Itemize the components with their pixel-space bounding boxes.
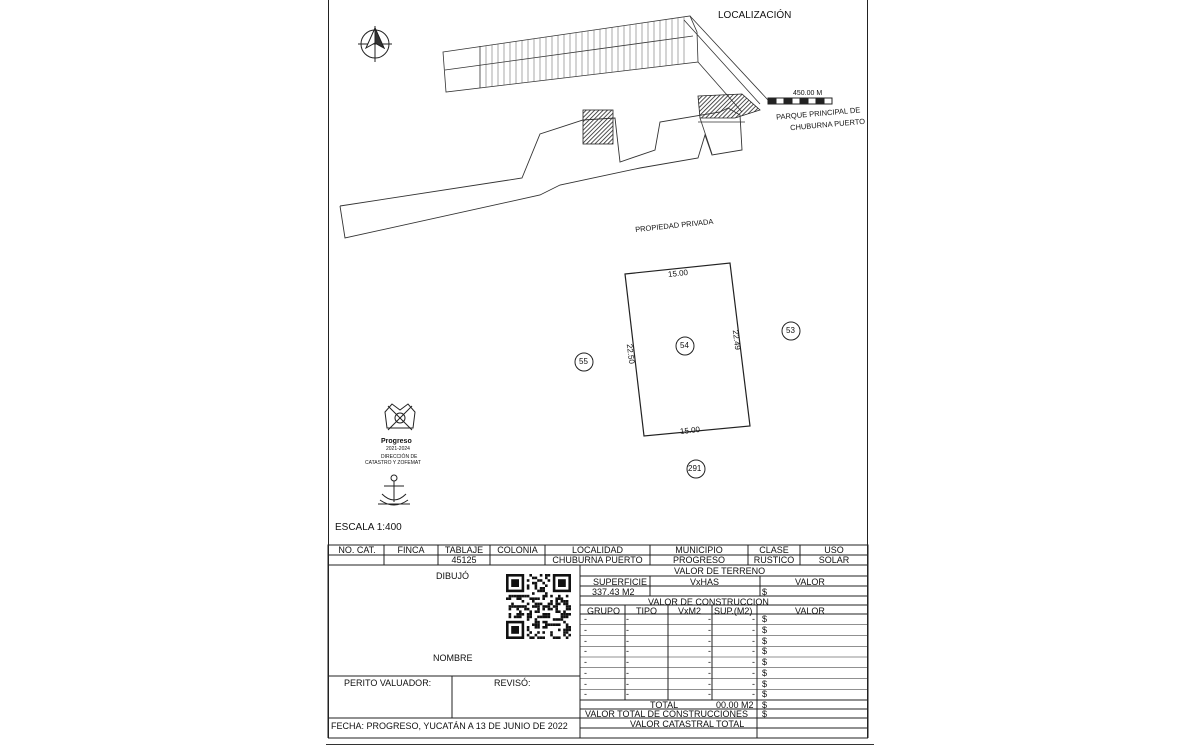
qr-module <box>555 623 558 626</box>
qr-module <box>527 603 530 606</box>
seal-years: 2021-2024 <box>386 446 410 452</box>
valor-total-construcciones-label: VALOR TOTAL DE CONSTRUCCIONES <box>585 709 749 719</box>
tipo-header: TIPO <box>636 606 658 616</box>
qr-module <box>561 597 564 600</box>
qr-module <box>542 605 545 608</box>
construction-cell: - <box>708 646 711 657</box>
qr-module <box>509 595 512 598</box>
qr-module <box>558 610 561 613</box>
qr-module <box>545 595 548 598</box>
qr-module <box>542 590 545 593</box>
park-label-line1: PARQUE PRINCIPAL DE <box>775 105 861 122</box>
qr-module <box>535 584 538 587</box>
lot-bottom-dimension: 15.00 <box>679 424 701 437</box>
qr-module <box>540 574 543 577</box>
construction-cell: - <box>626 624 629 635</box>
qr-module <box>566 595 569 598</box>
qr-module <box>535 626 538 629</box>
construction-cell: - <box>626 635 629 646</box>
qr-module <box>535 587 538 590</box>
construction-cell: - <box>626 646 629 657</box>
qr-module <box>542 595 545 598</box>
subdivision-lot-lines <box>486 17 684 87</box>
qr-finder-module <box>511 579 519 587</box>
qr-module <box>548 613 551 616</box>
qr-module <box>535 634 538 637</box>
qr-module <box>509 605 512 608</box>
construction-cell: $ <box>762 635 768 646</box>
table-value-cell: 45125 <box>451 555 477 565</box>
qr-module <box>535 623 538 626</box>
qr-module <box>548 579 551 582</box>
construction-cell: $ <box>762 624 768 635</box>
qr-module <box>558 595 561 598</box>
qr-module <box>561 613 564 616</box>
qr-module <box>537 608 540 611</box>
construction-cell: - <box>752 635 755 646</box>
construction-cell: - <box>708 624 711 635</box>
table-header-cell: TABLAJE <box>444 545 484 555</box>
distance-scale-bar <box>768 98 832 104</box>
qr-module <box>527 629 530 632</box>
construction-cell: - <box>752 614 755 624</box>
construction-cell: - <box>626 614 629 624</box>
qr-module <box>527 618 530 621</box>
qr-module <box>542 597 545 600</box>
qr-module <box>545 616 548 619</box>
qr-module <box>540 579 543 582</box>
qr-module <box>516 605 519 608</box>
perito-label: PERITO VALUADOR: <box>344 678 432 688</box>
total-dollar: $ <box>762 700 768 710</box>
qr-module <box>527 616 530 619</box>
construction-cell: - <box>584 678 587 689</box>
qr-module <box>540 603 543 606</box>
neighbor-53: 53 <box>786 326 795 335</box>
qr-module <box>548 605 551 608</box>
qr-module <box>529 610 532 613</box>
qr-module <box>558 636 561 639</box>
qr-module <box>548 616 551 619</box>
qr-module <box>540 616 543 619</box>
qr-module <box>555 608 558 611</box>
superficie-header: SUPERFICIE <box>593 577 648 587</box>
qr-module <box>542 582 545 585</box>
lot-number: 54 <box>680 341 689 350</box>
total-label: TOTAL <box>650 700 679 710</box>
valor-terreno-title: VALOR DE TERRENO <box>674 566 766 576</box>
construction-cell: - <box>584 624 587 635</box>
qr-module <box>545 621 548 624</box>
qr-module <box>555 610 558 613</box>
construction-cell: - <box>708 635 711 646</box>
table-value-cell: SOLAR <box>818 555 850 565</box>
qr-module <box>563 621 566 624</box>
qr-module <box>527 595 530 598</box>
qr-module <box>558 623 561 626</box>
qr-module <box>532 636 535 639</box>
qr-module <box>529 597 532 600</box>
superficie-value: 337.43 M2 <box>592 587 635 597</box>
neighbor-291: 291 <box>688 464 702 473</box>
construction-cell: - <box>584 614 587 624</box>
qr-module <box>563 600 566 603</box>
qr-module <box>553 623 556 626</box>
dibujo-label: DIBUJÓ <box>436 571 470 581</box>
qr-module <box>545 592 548 595</box>
qr-module <box>506 597 509 600</box>
qr-module <box>516 595 519 598</box>
qr-module <box>568 634 571 637</box>
qr-module <box>555 605 558 608</box>
construction-cell: - <box>584 657 587 667</box>
vxhas-header: VxHAS <box>690 577 720 587</box>
qr-module <box>553 618 556 621</box>
qr-module <box>537 631 540 634</box>
construction-cell: - <box>752 678 755 689</box>
park-label-line2: CHUBURNA PUERTO <box>789 116 866 133</box>
qr-module <box>550 603 553 606</box>
qr-module <box>537 603 540 606</box>
qr-module <box>550 600 553 603</box>
qr-module <box>532 582 535 585</box>
qr-module <box>542 626 545 629</box>
qr-module <box>563 634 566 637</box>
qr-module <box>516 597 519 600</box>
qr-module <box>566 605 569 608</box>
qr-module <box>558 603 561 606</box>
qr-module <box>568 613 571 616</box>
qr-module <box>563 603 566 606</box>
qr-module <box>568 626 571 629</box>
qr-finder-module <box>558 579 566 587</box>
qr-module <box>514 605 517 608</box>
zofemat-anchor-logo <box>378 475 410 505</box>
qr-module <box>540 587 543 590</box>
construction-cell: - <box>584 667 587 678</box>
qr-module <box>566 631 569 634</box>
qr-module <box>527 608 530 611</box>
qr-module <box>514 616 517 619</box>
total-value: 00.00 M2 <box>716 700 754 710</box>
qr-module <box>561 616 564 619</box>
construction-cell: $ <box>762 689 768 700</box>
valor-construccion-title: VALOR DE CONSTRUCCION <box>648 597 769 607</box>
qr-module <box>535 621 538 624</box>
qr-module <box>527 634 530 637</box>
qr-module <box>558 618 561 621</box>
construction-cell: - <box>708 689 711 700</box>
qr-module <box>519 613 522 616</box>
qr-module <box>537 616 540 619</box>
nombre-label: NOMBRE <box>433 653 473 663</box>
qr-module <box>529 616 532 619</box>
hatched-block-west <box>583 110 613 144</box>
qr-module <box>535 582 538 585</box>
qr-module <box>532 623 535 626</box>
qr-module <box>537 590 540 593</box>
construction-cell: - <box>752 657 755 667</box>
qr-module <box>555 618 558 621</box>
table-header-cell: FINCA <box>397 545 425 555</box>
qr-module <box>555 603 558 606</box>
private-property-label: PROPIEDAD PRIVADA <box>634 216 714 235</box>
qr-module <box>540 590 543 593</box>
vxm2-header: VxM2 <box>678 606 702 616</box>
qr-module <box>561 600 564 603</box>
construction-cell: - <box>752 667 755 678</box>
construction-cell: $ <box>762 667 768 678</box>
qr-module <box>537 605 540 608</box>
seal-dept-line2: CATASTRO Y ZOFEMAT <box>365 460 421 466</box>
qr-module <box>548 623 551 626</box>
property-boundary <box>340 108 742 238</box>
table-header-cell: CLASE <box>759 545 789 555</box>
qr-module <box>535 618 538 621</box>
qr-module <box>563 613 566 616</box>
qr-module <box>563 629 566 632</box>
terreno-dollar: $ <box>762 587 768 597</box>
qr-module <box>537 579 540 582</box>
qr-module <box>558 629 561 632</box>
qr-module <box>568 605 571 608</box>
qr-module <box>532 592 535 595</box>
qr-module <box>537 621 540 624</box>
qr-module <box>550 608 553 611</box>
construction-cell: - <box>626 689 629 700</box>
qr-module <box>566 629 569 632</box>
qr-module <box>542 587 545 590</box>
qr-module <box>545 605 548 608</box>
municipal-seal-emblem <box>385 404 415 430</box>
qr-module <box>532 605 535 608</box>
qr-module <box>529 613 532 616</box>
table-header-cell: NO. CAT. <box>338 545 376 555</box>
qr-module <box>566 636 569 639</box>
qr-module <box>566 603 569 606</box>
scale-label: ESCALA 1:400 <box>335 522 402 533</box>
qr-module <box>550 631 553 634</box>
qr-module <box>566 613 569 616</box>
table-value-cell: RUSTICO <box>753 555 795 565</box>
valor-const-header: VALOR <box>795 606 825 616</box>
construction-cell: - <box>584 635 587 646</box>
construction-cell: - <box>584 689 587 700</box>
qr-module <box>529 636 532 639</box>
qr-module <box>537 610 540 613</box>
construction-cell: - <box>752 689 755 700</box>
qr-module <box>555 600 558 603</box>
qr-module <box>527 587 530 590</box>
qr-module <box>542 631 545 634</box>
qr-module <box>535 610 538 613</box>
construction-cell: $ <box>762 657 768 667</box>
qr-module <box>522 605 525 608</box>
qr-module <box>509 616 512 619</box>
qr-module <box>566 616 569 619</box>
qr-module <box>519 605 522 608</box>
construction-cell: $ <box>762 614 768 624</box>
neighbor-55: 55 <box>579 357 588 366</box>
qr-module <box>509 597 512 600</box>
qr-module <box>545 613 548 616</box>
construction-cell: - <box>626 657 629 667</box>
qr-module <box>535 605 538 608</box>
north-arrow-icon <box>358 26 392 62</box>
qr-module <box>561 618 564 621</box>
qr-module <box>566 608 569 611</box>
qr-module <box>568 629 571 632</box>
qr-module <box>542 616 545 619</box>
qr-module <box>532 597 535 600</box>
qr-module <box>545 574 548 577</box>
qr-module <box>527 584 530 587</box>
qr-module <box>509 608 512 611</box>
qr-module <box>553 636 556 639</box>
grupo-header: GRUPO <box>587 606 621 616</box>
construction-cell: - <box>752 646 755 657</box>
qr-finder-module <box>511 626 519 634</box>
construction-cell: - <box>708 678 711 689</box>
construction-cell: - <box>708 614 711 624</box>
qr-module <box>537 623 540 626</box>
qr-module <box>535 597 538 600</box>
construction-cell: $ <box>762 678 768 689</box>
construction-cell: - <box>708 657 711 667</box>
qr-module <box>548 603 551 606</box>
qr-module <box>566 626 569 629</box>
qr-module <box>524 605 527 608</box>
qr-module <box>550 634 553 637</box>
qr-module <box>545 623 548 626</box>
qr-module <box>550 623 553 626</box>
qr-module <box>529 631 532 634</box>
qr-module <box>529 574 532 577</box>
qr-module <box>535 603 538 606</box>
qr-module <box>555 636 558 639</box>
qr-module <box>522 613 525 616</box>
qr-module <box>516 613 519 616</box>
valor-catastral-total-label: VALOR CATASTRAL TOTAL <box>630 719 745 729</box>
qr-module <box>542 613 545 616</box>
qr-module <box>542 636 545 639</box>
qr-module <box>563 610 566 613</box>
qr-module <box>535 577 538 580</box>
qr-module <box>558 597 561 600</box>
location-title: LOCALIZACIÓN <box>718 10 792 21</box>
qr-module <box>522 600 525 603</box>
qr-module <box>519 595 522 598</box>
distance-label: 450.00 M <box>793 90 823 97</box>
qr-code <box>506 574 571 639</box>
reviso-label: REVISÓ: <box>494 678 531 688</box>
seal-name: Progreso <box>381 438 412 445</box>
qr-module <box>516 616 519 619</box>
qr-module <box>542 608 545 611</box>
lot-right-dimension: 22.49 <box>730 329 743 351</box>
qr-module <box>545 626 548 629</box>
qr-module <box>527 626 530 629</box>
table-header-cell: LOCALIDAD <box>571 545 624 555</box>
construction-cell: - <box>626 678 629 689</box>
qr-module <box>527 613 530 616</box>
qr-module <box>542 621 545 624</box>
table-value-cell: CHUBURNA PUERTO <box>552 555 643 565</box>
table-value-cell: PROGRESO <box>672 555 725 565</box>
construction-cell: $ <box>762 646 768 657</box>
qr-module <box>537 626 540 629</box>
sup-header: SUP.(M2) <box>714 606 753 616</box>
qr-module <box>524 608 527 611</box>
fecha-label: FECHA: PROGRESO, YUCATÁN A 13 DE JUNIO DE 2022 <box>331 721 568 731</box>
lot-left-dimension: 22.50 <box>624 343 637 365</box>
qr-module <box>566 600 569 603</box>
qr-module <box>519 610 522 613</box>
qr-module <box>527 579 530 582</box>
qr-module <box>537 597 540 600</box>
qr-module <box>524 595 527 598</box>
qr-module <box>511 605 514 608</box>
qr-module <box>545 584 548 587</box>
construction-row-lines <box>580 625 868 690</box>
qr-module <box>509 613 512 616</box>
qr-module <box>548 574 551 577</box>
qr-module <box>563 631 566 634</box>
table-header-cell: COLONIA <box>497 545 538 555</box>
qr-module <box>519 616 522 619</box>
qr-module <box>532 577 535 580</box>
qr-module <box>553 605 556 608</box>
table-header-cell: MUNICIPIO <box>675 545 723 555</box>
qr-module <box>545 577 548 580</box>
construction-cell: - <box>584 646 587 657</box>
qr-module <box>548 608 551 611</box>
construction-cell: - <box>626 667 629 678</box>
qr-module <box>511 595 514 598</box>
qr-module <box>522 595 525 598</box>
qr-module <box>568 608 571 611</box>
qr-module <box>555 597 558 600</box>
table-header-cell: USO <box>824 545 844 555</box>
qr-module <box>519 597 522 600</box>
construction-cell: - <box>708 667 711 678</box>
qr-module <box>537 636 540 639</box>
construction-cell: - <box>752 624 755 635</box>
valor-total-dollar: $ <box>762 709 768 719</box>
valor-terreno-header: VALOR <box>795 577 825 587</box>
qr-module <box>511 603 514 606</box>
qr-module <box>516 608 519 611</box>
qr-module <box>532 600 535 603</box>
qr-module <box>550 595 553 598</box>
qr-module <box>566 623 569 626</box>
qr-module <box>563 616 566 619</box>
qr-module <box>514 595 517 598</box>
qr-module <box>540 636 543 639</box>
lot-top-dimension: 15.00 <box>667 267 689 280</box>
seal-dept-line1: DIRECCIÓN DE <box>381 454 418 460</box>
